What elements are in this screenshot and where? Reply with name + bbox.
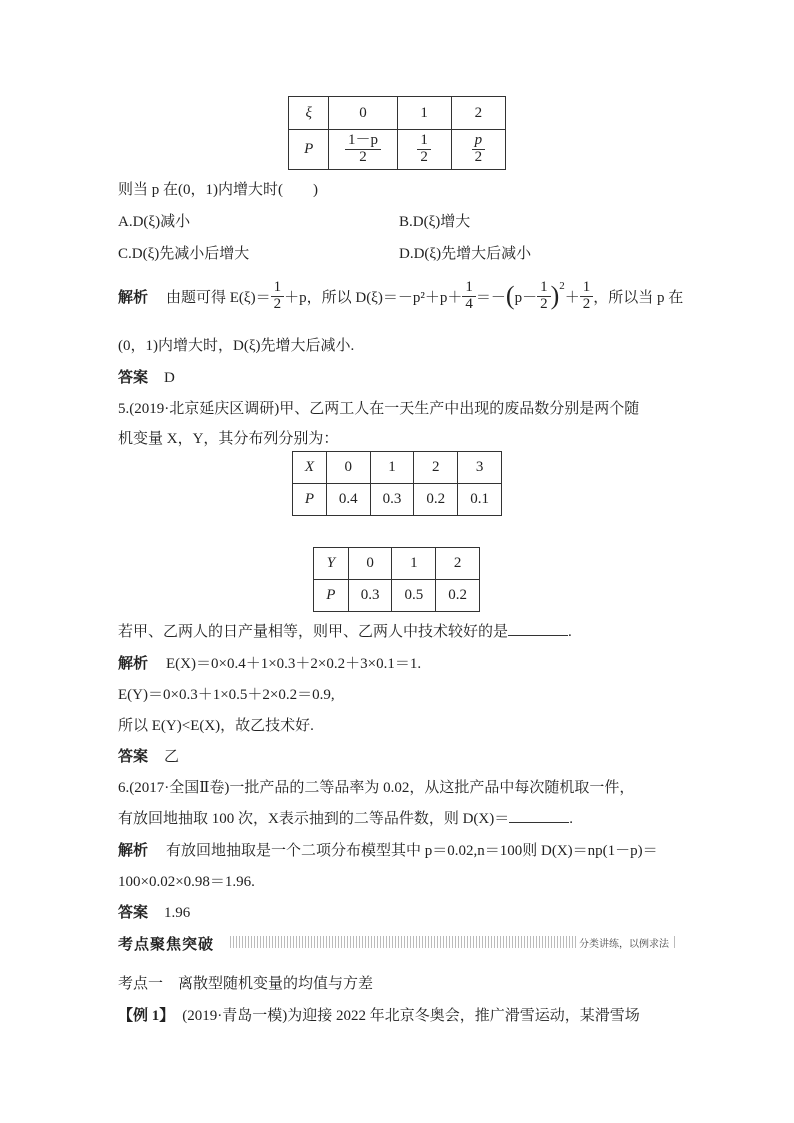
question-text: 5.(2019·北京延庆区调研)甲、乙两工人在一天生产中出现的废品数分别是两个随 xyxy=(118,401,640,417)
option-d: D.D(ξ)先增大后减小 xyxy=(399,246,532,262)
question-text: 6.(2017·全国Ⅱ卷)一批产品的二等品率为 0.02，从这批产品中每次随机取一件， xyxy=(118,780,635,796)
option-b: B.D(ξ)增大 xyxy=(399,214,471,230)
answer-line: 答案 1.96 xyxy=(118,905,191,921)
analysis-line: 100×0.02×0.98＝1.96. xyxy=(118,874,255,890)
table-cell: 0.1 xyxy=(458,484,502,516)
table-cell: $\frac{1-p}{2}$ xyxy=(329,130,397,170)
section-header xyxy=(118,934,676,953)
table-cell: P xyxy=(289,130,329,170)
table-cell: 0 xyxy=(329,97,397,130)
table-cell: P xyxy=(293,484,327,516)
question-text: 若甲、乙两人的日产量相等，则甲、乙两人中技术较好的是 . xyxy=(118,620,572,641)
answer-line: 答案 D xyxy=(118,370,175,386)
answer-blank xyxy=(508,621,568,636)
table-cell: X xyxy=(293,452,327,484)
table-cell: $\frac{1}{2}$ xyxy=(397,130,451,170)
xi-distribution-table xyxy=(288,96,506,170)
table-cell: 0.3 xyxy=(370,484,414,516)
section-title: 考点聚焦突破 xyxy=(118,933,220,954)
question-text: 机变量 X，Y，其分布列分别为： xyxy=(118,431,339,447)
answer-line: 答案 乙 xyxy=(118,749,180,765)
table-cell: 2 xyxy=(451,97,505,130)
table-cell: 0 xyxy=(326,452,370,484)
table-cell: Y xyxy=(314,548,349,580)
table-cell: ξ xyxy=(289,97,329,130)
analysis-line: 所以 E(Y)<E(X)，故乙技术好. xyxy=(118,718,314,734)
topic-heading: 考点一 离散型随机变量的均值与方差 xyxy=(118,976,374,992)
table-cell: 3 xyxy=(458,452,502,484)
y-distribution-table xyxy=(313,547,480,612)
option-a: A.D(ξ)减小 xyxy=(118,214,191,230)
table-cell: P xyxy=(314,580,349,612)
analysis-line: 解析 由题可得 E(ξ)＝ $\frac{1}{2}$ ＋p，所以 D(ξ)＝－p²＋p＋ $\frac{1}{4}$ ＝－ ( p－ $\frac{1}{2}$ ) $^2$ ＋ $\frac{1}{2}$ ，所以当 p 在 xyxy=(118,279,684,312)
analysis-line: E(Y)＝0×0.3＋1×0.5＋2×0.2＝0.9, xyxy=(118,687,335,703)
question-text: 有放回地抽取 100 次，X表示抽到的二等品件数，则 D(X)＝ . xyxy=(118,807,573,828)
table-cell: 0.2 xyxy=(414,484,458,516)
section-subtitle: 分类讲练，以例求法 xyxy=(576,935,672,950)
table-cell: 1 xyxy=(397,97,451,130)
analysis-line: 解析 E(X)＝0×0.4＋1×0.3＋2×0.2＋3×0.1＝1. xyxy=(118,656,422,672)
table-cell: 0.4 xyxy=(326,484,370,516)
analysis-line: (0，1)内增大时，D(ξ)先增大后减小. xyxy=(118,338,355,354)
analysis-label: 解析 xyxy=(118,289,149,306)
table-cell: 0.2 xyxy=(436,580,480,612)
table-cell: 1 xyxy=(392,548,436,580)
x-distribution-table xyxy=(292,451,502,516)
table-cell: 0.5 xyxy=(392,580,436,612)
table-cell: 2 xyxy=(414,452,458,484)
option-c: C.D(ξ)先减小后增大 xyxy=(118,246,250,262)
table-cell: 0 xyxy=(348,548,392,580)
table-cell: 1 xyxy=(370,452,414,484)
table-cell: 2 xyxy=(436,548,480,580)
answer-blank xyxy=(509,808,569,823)
table-cell: 0.3 xyxy=(348,580,392,612)
table-cell: $\frac{p}{2}$ xyxy=(451,130,505,170)
analysis-line: 解析 有放回地抽取是一个二项分布模型其中 p＝0.02,n＝100则 D(X)＝np(1－p)＝ xyxy=(118,843,658,859)
question-stem: 则当 p 在(0，1)内增大时( ) xyxy=(118,182,318,198)
example-line: 【例 1】 (2019·青岛一模)为迎接 2022 年北京冬奥会，推广滑雪运动，某滑雪场 xyxy=(118,1008,640,1024)
